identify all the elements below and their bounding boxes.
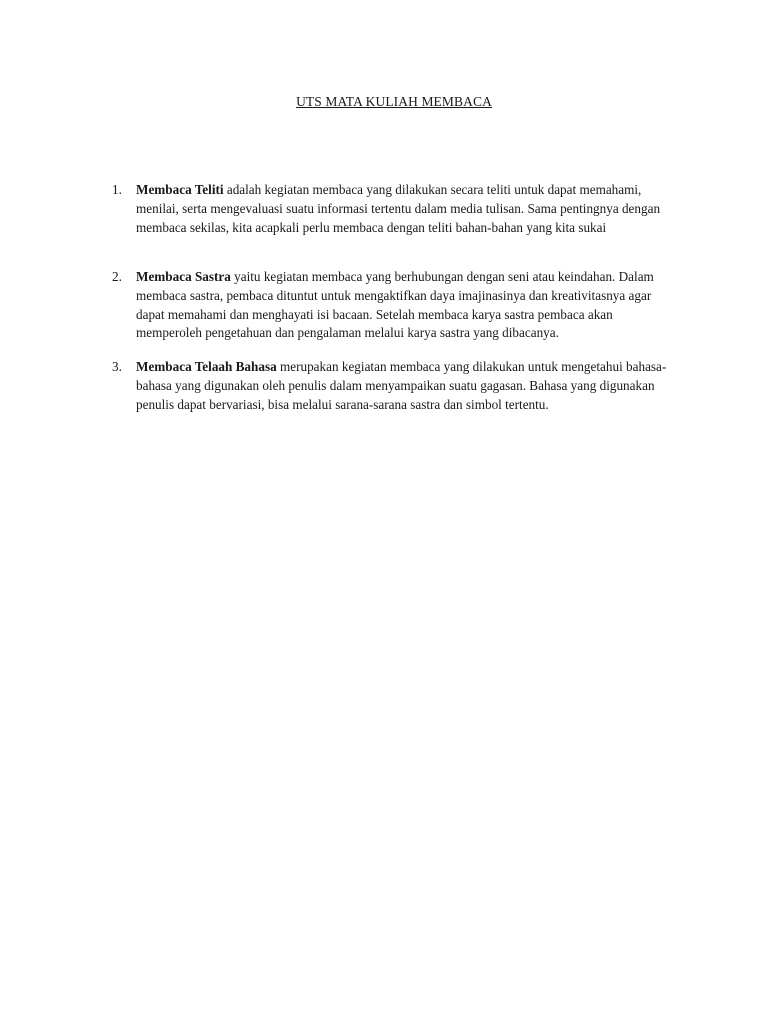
list-item-term: Membaca Telaah Bahasa	[136, 359, 277, 374]
document-title: UTS MATA KULIAH MEMBACA	[296, 94, 492, 109]
list-item-text: adalah kegiatan membaca yang dilakukan secara teliti untuk dapat memahami, menilai, serta mengevaluasi suatu informasi tertentu dalam media tulisan. Sama pentingnya dengan membaca sekilas, kita acapkali perlu membaca dengan teliti bahan-bahan yang kita sukai	[136, 182, 661, 235]
list-number: 1.	[112, 182, 122, 197]
list-item	[112, 181, 672, 237]
list-item-body	[136, 268, 672, 343]
list-item-text: merupakan kegiatan membaca yang dilakukan untuk mengetahui bahasa-bahasa yang digunakan oleh penulis dalam menyampaikan suatu gagasan. Bahasa yang digunakan penulis dapat bervariasi, bisa melalui sarana-sarana sastra dan simbol tertentu.	[136, 359, 667, 412]
list-item-term: Membaca Teliti	[136, 182, 224, 197]
list-item-body	[136, 358, 672, 414]
list-item-text: yaitu kegiatan membaca yang berhubungan dengan seni atau keindahan. Dalam membaca sastra, pembaca dituntut untuk mengaktifkan daya imajinasinya dan kreativitasnya agar dapat memahami dan menghayati isi bacaan. Setelah membaca karya sastra pembaca akan memperoleh pengetahuan dan pengalaman melalui karya sastra yang dibacanya.	[136, 269, 654, 341]
list-item	[112, 268, 672, 343]
list-item-body	[136, 181, 672, 237]
list-item	[112, 358, 672, 414]
list-number: 2.	[112, 269, 122, 284]
list-item-term: Membaca Sastra	[136, 269, 231, 284]
list-number: 3.	[112, 359, 122, 374]
